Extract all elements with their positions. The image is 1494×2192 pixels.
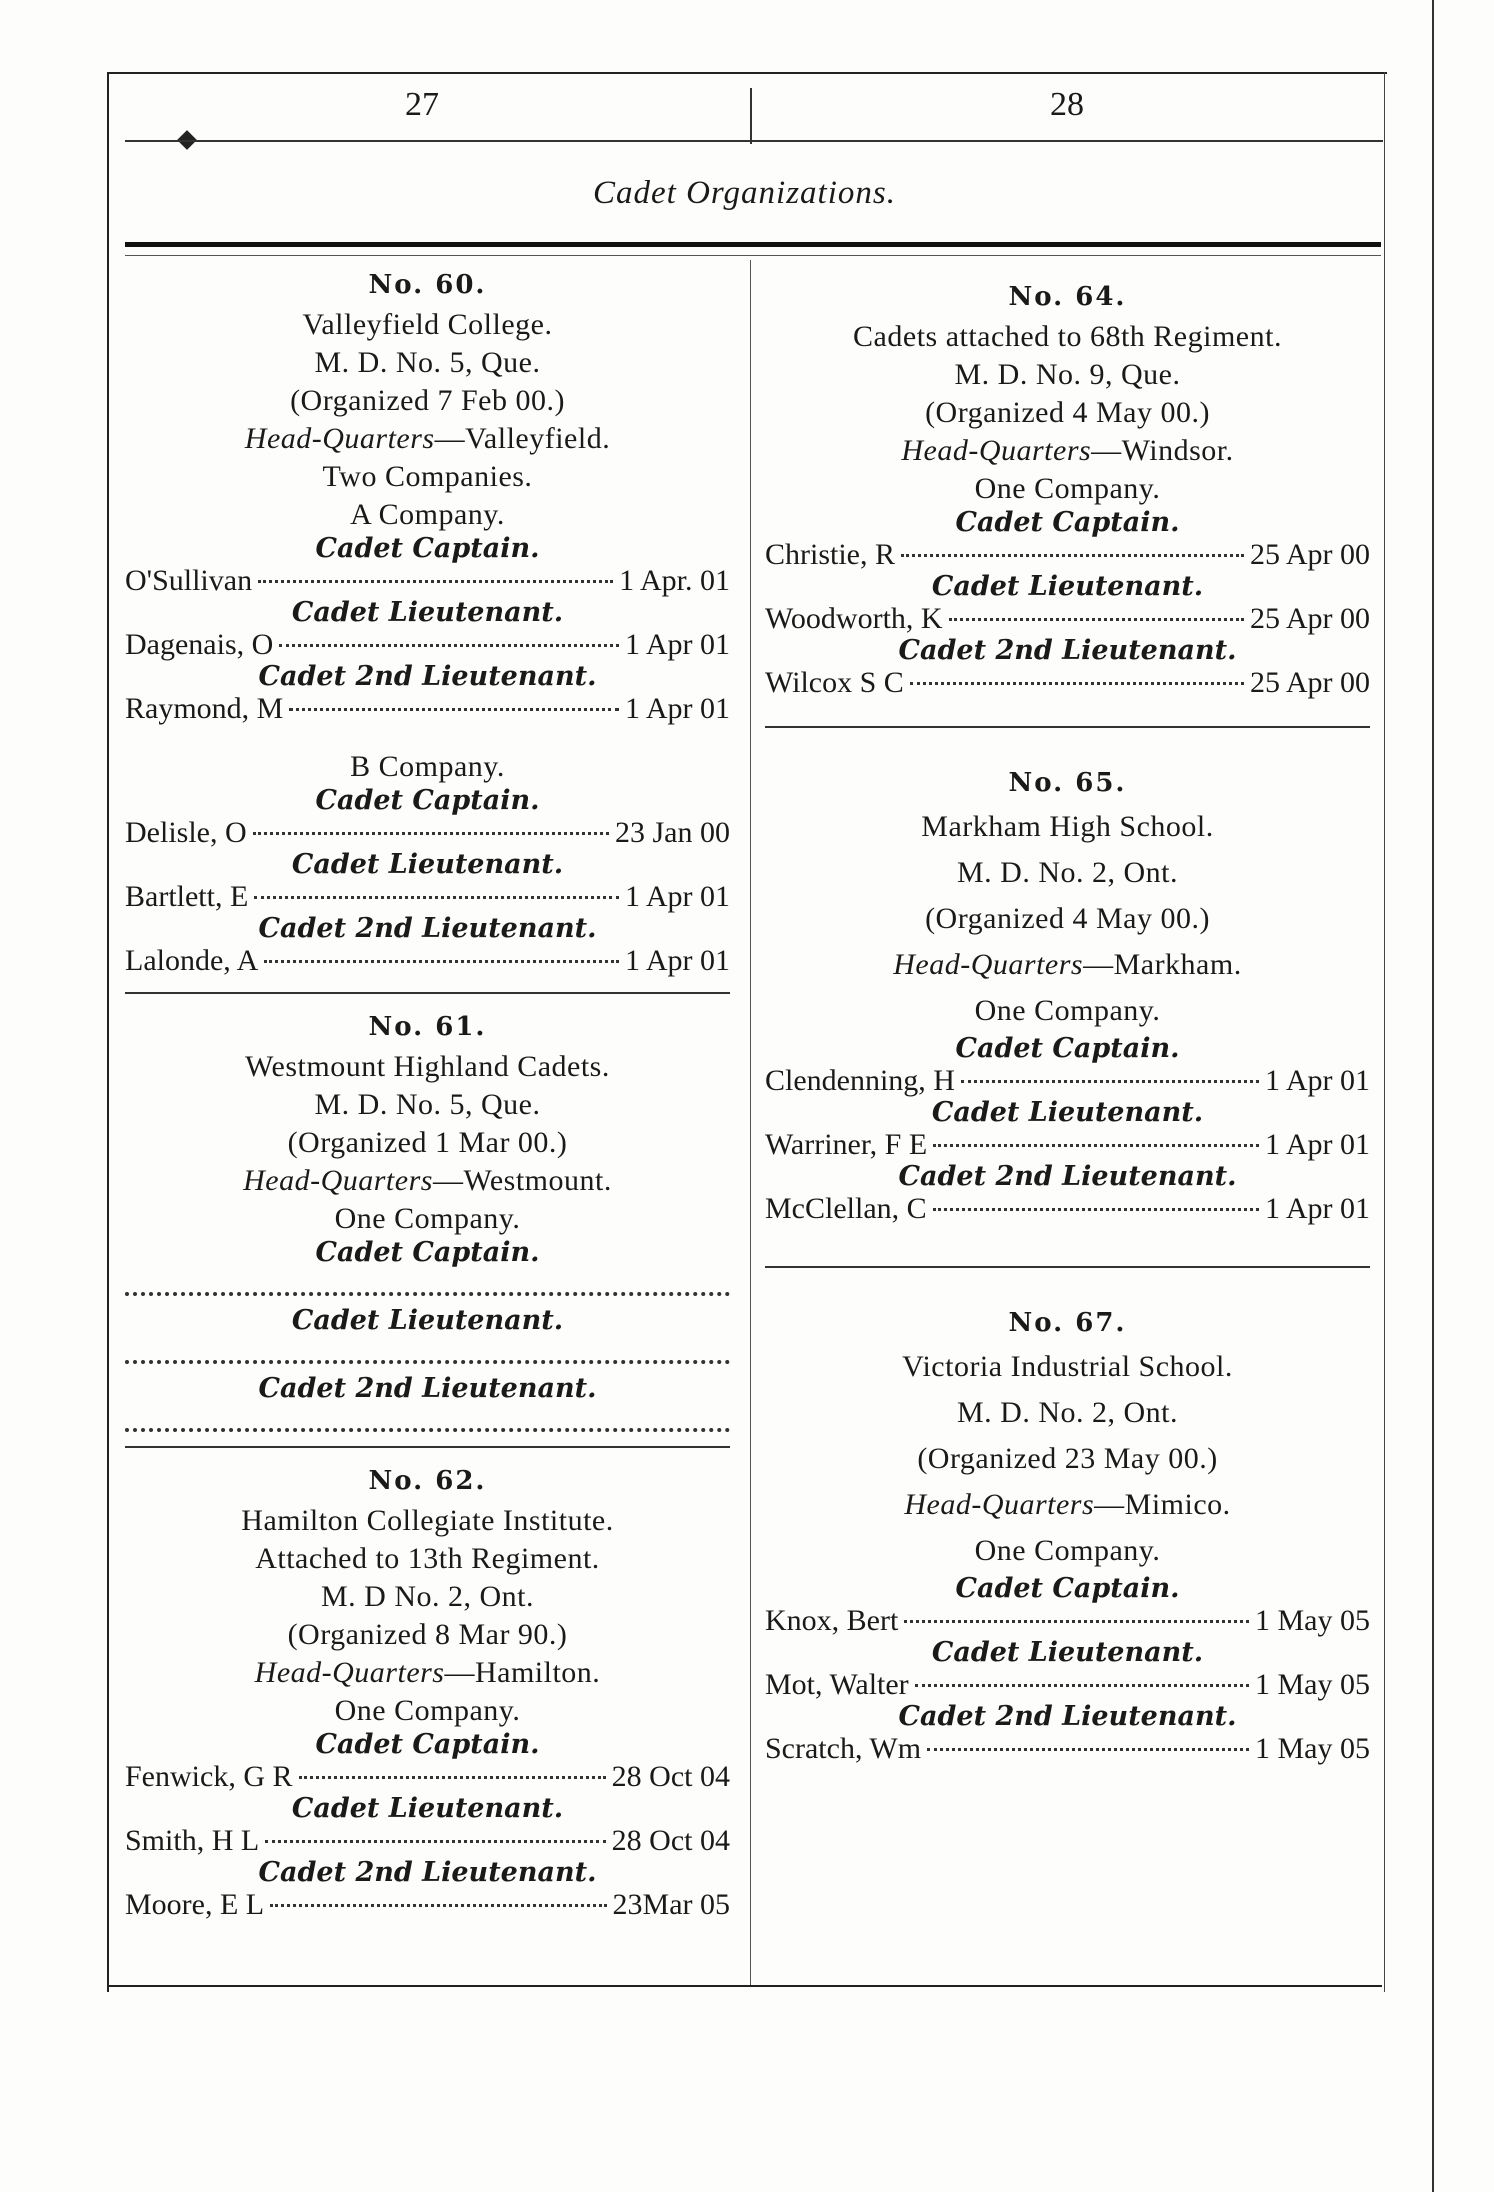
officer-row: Mot, Walter 1 May 05 xyxy=(765,1668,1370,1701)
unit-number: No. 65. xyxy=(1008,768,1127,798)
officer-row: Woodworth, K 25 Apr 00 xyxy=(765,602,1370,635)
rank-heading: Cadet 2nd Lieutenant. xyxy=(258,913,597,944)
rank-heading: Cadet 2nd Lieutenant. xyxy=(898,635,1237,666)
rank-heading: Cadet Lieutenant. xyxy=(291,597,564,628)
section-separator xyxy=(125,992,730,994)
company-name: One Company. xyxy=(974,472,1161,505)
bottom-rule xyxy=(107,1985,1382,1987)
column-divider xyxy=(750,260,751,1985)
rank-heading: Cadet Captain. xyxy=(955,1033,1180,1064)
rank-heading: Cadet Lieutenant. xyxy=(931,1637,1204,1668)
unit-number: No. 64. xyxy=(1008,282,1127,312)
company-name: B Company. xyxy=(350,750,505,783)
military-district: M. D No. 2, Ont. xyxy=(320,1580,534,1613)
rank-heading: Cadet Lieutenant. xyxy=(291,849,564,880)
binding-edge xyxy=(1432,0,1434,2192)
section-separator xyxy=(765,726,1370,728)
header-rule xyxy=(125,140,1383,142)
headquarters: Head-Quarters—Westmount. xyxy=(243,1164,612,1197)
rank-heading: Cadet Captain. xyxy=(315,785,540,816)
unit-number: No. 60. xyxy=(368,270,487,300)
unit-name: Cadets attached to 68th Regiment. xyxy=(853,320,1282,353)
company-name: One Company. xyxy=(974,994,1161,1027)
officer-row: Fenwick, G R 28 Oct 04 xyxy=(125,1760,730,1793)
rank-heading: Cadet Lieutenant. xyxy=(291,1793,564,1824)
company-name: A Company. xyxy=(350,498,505,531)
unit-no-65 xyxy=(765,768,1370,1226)
military-district: M. D. No. 5, Que. xyxy=(314,346,541,379)
company-name: One Company. xyxy=(334,1202,521,1235)
officer-row: Warriner, F E 1 Apr 01 xyxy=(765,1128,1370,1161)
officer-row: Clendenning, H 1 Apr 01 xyxy=(765,1064,1370,1097)
unit-number: No. 67. xyxy=(1008,1308,1127,1338)
company-name: One Company. xyxy=(974,1534,1161,1567)
military-district: M. D. No. 2, Ont. xyxy=(956,1396,1178,1429)
rank-heading: Cadet Captain. xyxy=(955,507,1180,538)
unit-no-64 xyxy=(765,282,1370,700)
unit-name: Westmount Highland Cadets. xyxy=(245,1050,610,1083)
officer-row: O'Sullivan 1 Apr. 01 xyxy=(125,564,730,597)
unit-name: Hamilton Collegiate Institute. xyxy=(241,1504,614,1537)
organized-date: (Organized 23 May 00.) xyxy=(917,1442,1218,1475)
officer-row: Moore, E L 23Mar 05 xyxy=(125,1888,730,1921)
organized-date: (Organized 1 Mar 00.) xyxy=(287,1126,568,1159)
rank-heading: Cadet Captain. xyxy=(315,1729,540,1760)
officer-row: Scratch, Wm 1 May 05 xyxy=(765,1732,1370,1765)
military-district: M. D. No. 2, Ont. xyxy=(956,856,1178,889)
companies-note: Two Companies. xyxy=(322,460,533,493)
unit-number: No. 61. xyxy=(368,1012,487,1042)
officer-row: McClellan, C 1 Apr 01 xyxy=(765,1192,1370,1225)
unit-no-60 xyxy=(125,270,730,978)
unit-no-67 xyxy=(765,1308,1370,1766)
attachment: Attached to 13th Regiment. xyxy=(255,1542,600,1575)
rank-heading: Cadet Lieutenant. xyxy=(931,571,1204,602)
section-separator xyxy=(125,1446,730,1448)
headquarters: Head-Quarters—Mimico. xyxy=(904,1488,1231,1521)
organized-date: (Organized 8 Mar 90.) xyxy=(287,1618,568,1651)
header-divider xyxy=(750,88,752,144)
unit-name: Markham High School. xyxy=(921,810,1214,843)
company-name: One Company. xyxy=(334,1694,521,1727)
officer-row: Bartlett, E 1 Apr 01 xyxy=(125,880,730,913)
officer-row: Dagenais, O 1 Apr 01 xyxy=(125,628,730,661)
title-rule-thin xyxy=(125,255,1381,256)
officer-row: Wilcox S C 25 Apr 00 xyxy=(765,666,1370,699)
title-rule-thick xyxy=(125,242,1381,247)
officer-row: Delisle, O 23 Jan 00 xyxy=(125,816,730,849)
rank-heading: Cadet 2nd Lieutenant. xyxy=(258,661,597,692)
rank-heading: Cadet 2nd Lieutenant. xyxy=(898,1161,1237,1192)
officer-row: Christie, R 25 Apr 00 xyxy=(765,538,1370,571)
section-separator xyxy=(765,1266,1370,1268)
officer-row: Raymond, M 1 Apr 01 xyxy=(125,692,730,725)
unit-number: No. 62. xyxy=(368,1466,487,1496)
page-number-left: 27 xyxy=(405,86,439,123)
headquarters: Head-Quarters—Windsor. xyxy=(901,434,1234,467)
vacant-line xyxy=(125,1340,730,1364)
headquarters: Head-Quarters—Valleyfield. xyxy=(244,422,611,455)
page-number-right: 28 xyxy=(1050,86,1084,123)
officer-row: Smith, H L 28 Oct 04 xyxy=(125,1824,730,1857)
rank-heading: Cadet 2nd Lieutenant. xyxy=(898,1701,1237,1732)
rank-heading: Cadet Captain. xyxy=(315,533,540,564)
unit-name: Victoria Industrial School. xyxy=(902,1350,1233,1383)
headquarters: Head-Quarters—Hamilton. xyxy=(254,1656,601,1689)
rank-heading: Cadet 2nd Lieutenant. xyxy=(258,1857,597,1888)
officer-row: Lalonde, A 1 Apr 01 xyxy=(125,944,730,977)
rank-heading: Cadet Lieutenant. xyxy=(931,1097,1204,1128)
page-title: Cadet Organizations. xyxy=(593,175,896,211)
organized-date: (Organized 7 Feb 00.) xyxy=(290,384,565,417)
rank-heading: Cadet Captain. xyxy=(955,1573,1180,1604)
military-district: M. D. No. 5, Que. xyxy=(314,1088,541,1121)
left-column xyxy=(125,270,730,1936)
officer-row: Knox, Bert 1 May 05 xyxy=(765,1604,1370,1637)
unit-name: Valleyfield College. xyxy=(302,308,553,341)
rank-heading: Cadet Lieutenant. xyxy=(291,1305,564,1336)
headquarters: Head-Quarters—Markham. xyxy=(893,948,1242,981)
rank-heading: Cadet Captain. xyxy=(315,1237,540,1268)
organized-date: (Organized 4 May 00.) xyxy=(925,396,1210,429)
organized-date: (Organized 4 May 00.) xyxy=(925,902,1210,935)
rank-heading: Cadet 2nd Lieutenant. xyxy=(258,1373,597,1404)
unit-no-61 xyxy=(125,1012,730,1432)
right-column xyxy=(765,282,1370,1780)
unit-no-62 xyxy=(125,1466,730,1922)
vacant-line xyxy=(125,1408,730,1432)
military-district: M. D. No. 9, Que. xyxy=(954,358,1181,391)
vacant-line xyxy=(125,1272,730,1296)
